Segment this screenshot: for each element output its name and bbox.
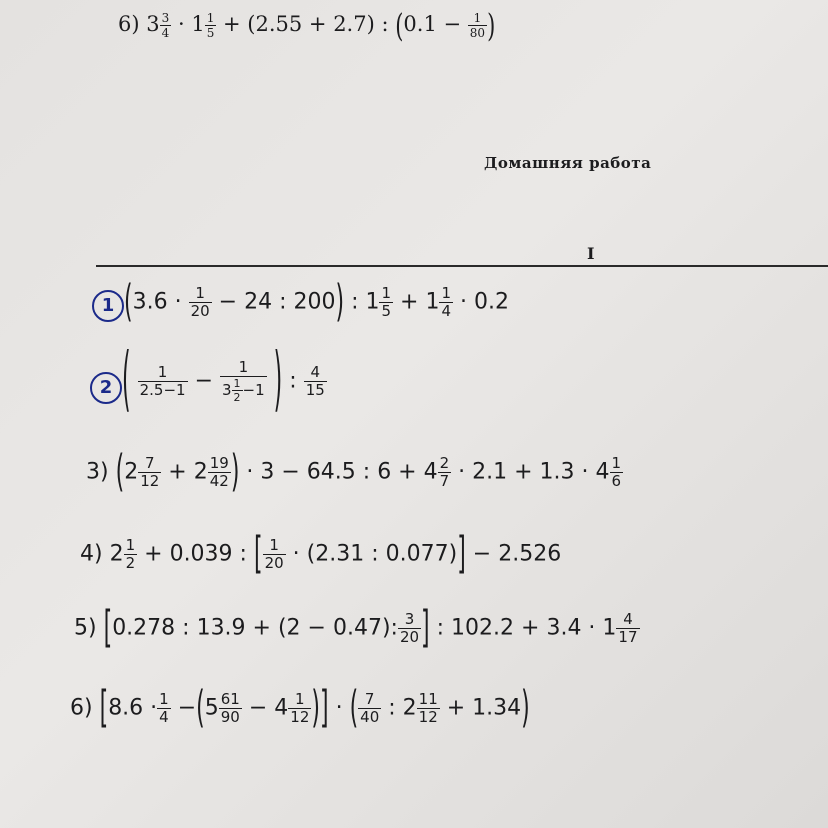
p3-left-paren: ( <box>115 447 125 498</box>
p5-fraction-1: $\frac{3}{20}$ <box>399 610 420 646</box>
p6-left-bracket: [ <box>99 683 109 734</box>
p2-right-paren: ) <box>273 341 283 422</box>
p1-fraction-2: $\frac{1}{5}$ <box>381 284 392 320</box>
p6-left-paren: ( <box>196 683 205 734</box>
top-whole-1: 3 <box>146 12 160 36</box>
p5-left-bracket: [ <box>103 603 113 654</box>
p5-term-a: 0.278 : 13.9 + (2 − 0.47): <box>112 615 398 641</box>
p3-term-c: · 3 − 64.5 : 6 + 4 <box>246 459 438 485</box>
p3-fraction-2: $\frac{19}{42}$ <box>209 454 229 490</box>
problem-1-circled-marker: 1 <box>92 290 124 322</box>
problem-6 <box>70 683 530 734</box>
p2-left-paren: ( <box>122 341 131 422</box>
problem-4 <box>80 529 562 580</box>
p6-number: 6) <box>70 695 93 721</box>
problem-5 <box>74 603 640 654</box>
p3-fraction-3: $\frac{2}{7}$ <box>439 454 450 490</box>
section-title: Домашняя работа <box>484 154 652 172</box>
p1-term-a: 3.6 · <box>132 289 182 315</box>
p1-fraction-1: $\frac{1}{20}$ <box>190 284 210 320</box>
p4-left-bracket: [ <box>253 529 263 580</box>
p3-term-a: 2 <box>124 459 139 485</box>
top-problem <box>118 7 496 44</box>
p6-term-g: : 2 <box>388 695 417 721</box>
p6-dot: · <box>335 695 343 721</box>
p5-term-b: : 102.2 + 3.4 · 1 <box>436 615 617 641</box>
p6-right-paren-2: ) <box>521 683 530 734</box>
top-right-paren: ) <box>487 7 496 44</box>
p1-term-f: · 0.2 <box>460 289 509 315</box>
p2-minus: − <box>194 368 213 394</box>
p6-right-bracket: ] <box>319 683 329 734</box>
problem-3 <box>86 447 623 498</box>
p3-fraction-4: $\frac{1}{6}$ <box>611 454 622 490</box>
top-fraction-2: $\frac{1}{5}$ <box>206 11 215 40</box>
p1-right-paren: ) <box>335 277 345 328</box>
variant-number: I <box>587 244 595 263</box>
p5-right-bracket: ] <box>421 603 430 654</box>
top-problem-number: 6) <box>118 12 140 36</box>
p1-fraction-3: $\frac{1}{4}$ <box>441 284 452 320</box>
p2-fraction-3: $\frac{4}{15}$ <box>305 363 325 399</box>
top-fraction-3: $\frac{1}{80}$ <box>469 11 486 40</box>
p6-term-c: 5 <box>204 695 219 721</box>
p6-fraction-4: $\frac{7}{40}$ <box>360 690 380 726</box>
top-middle-expr: + (2.55 + 2.7) : <box>223 12 396 36</box>
p3-number: 3) <box>86 459 109 485</box>
p6-fraction-5: $\frac{11}{12}$ <box>418 690 438 726</box>
p4-term-a: 2 <box>109 541 124 567</box>
p6-term-e: − 4 <box>248 695 289 721</box>
top-inner-expr: 0.1 − <box>403 12 462 36</box>
p4-term-b: + 0.039 : <box>144 541 247 567</box>
p1-term-e: + 1 <box>400 289 440 315</box>
p6-term-b: − <box>177 695 197 721</box>
p6-right-paren: ) <box>311 683 320 734</box>
p3-term-e: · 2.1 + 1.3 · 4 <box>458 459 610 485</box>
p6-fraction-1: $\frac{1}{4}$ <box>159 690 169 726</box>
p6-term-a: 8.6 · <box>108 695 158 721</box>
p6-left-paren-2: ( <box>349 683 359 734</box>
p6-term-h: + 1.34 <box>446 695 522 721</box>
p6-fraction-3: $\frac{1}{12}$ <box>290 690 310 726</box>
p4-fraction-1: $\frac{1}{2}$ <box>125 536 136 572</box>
problem-1 <box>124 277 509 328</box>
p4-fraction-2: $\frac{1}{20}$ <box>264 536 284 572</box>
p4-right-bracket: ] <box>457 529 466 580</box>
top-left-paren: ( <box>395 7 404 44</box>
p2-fraction-1: $\frac{1}{2.5-1}$ <box>139 363 186 399</box>
p2-colon: : <box>289 368 297 394</box>
section-divider <box>96 265 828 267</box>
p3-right-paren: ) <box>230 447 240 498</box>
p1-term-b: − 24 : 200 <box>218 289 336 315</box>
p1-term-c: : 1 <box>351 289 380 315</box>
p5-fraction-2: $\frac{4}{17}$ <box>618 610 638 646</box>
p4-number: 4) <box>80 541 103 567</box>
p2-fraction-2: 1 3 $\frac{1}{2}$ −1 <box>222 358 265 404</box>
p4-term-e: − 2.526 <box>472 541 562 567</box>
problem-2-circled-marker: 2 <box>90 372 122 404</box>
p4-term-c: · (2.31 : 0.077) <box>292 541 458 567</box>
top-dot: · <box>177 12 185 36</box>
problem-2 <box>122 341 327 422</box>
p6-fraction-2: $\frac{61}{90}$ <box>220 690 240 726</box>
top-fraction-1: $\frac{3}{4}$ <box>161 11 170 40</box>
top-whole-2: 1 <box>191 12 205 36</box>
p3-term-b: + 2 <box>168 459 208 485</box>
p3-fraction-1: $\frac{7}{12}$ <box>140 454 160 490</box>
p5-number: 5) <box>74 615 97 641</box>
p1-left-paren: ( <box>124 277 133 328</box>
